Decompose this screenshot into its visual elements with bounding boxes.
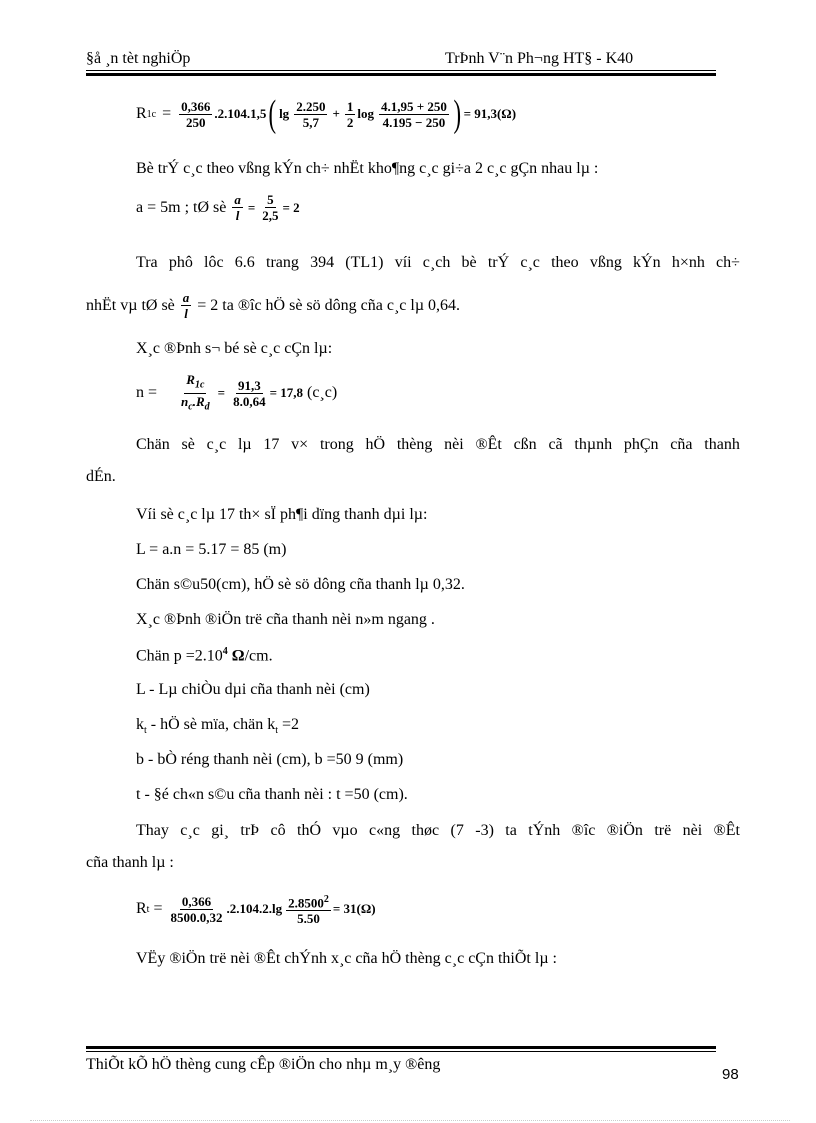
word: ®Êt <box>713 822 740 839</box>
word: theo <box>551 254 579 271</box>
header-left: §å ¸n tèt nghiÖp <box>86 50 191 67</box>
equation-n: n = $\frac{R_{1c}}{n_c.R_d}$ = $\frac{91,3}{8.0,64}$ = 17,8 (c¸c) <box>136 372 338 413</box>
word: hÖ <box>365 436 386 453</box>
word: c¸c <box>180 822 200 839</box>
word: vµo <box>332 822 358 839</box>
word: c¸ch <box>422 254 451 271</box>
word: lµ <box>237 436 252 453</box>
header-rule-thin <box>86 70 716 71</box>
paragraph-preliminary: X¸c ®Þnh s¬ bé sè c¸c cÇn lµ: <box>136 340 333 357</box>
header-right: TrÞnh V¨n Ph¬ng HT§ - K40 <box>445 50 634 67</box>
definition-L: L - Lµ chiÒu dµi cña thanh nèi (cm) <box>136 681 370 698</box>
word: thanh <box>704 436 740 453</box>
word: gi¸ <box>211 822 229 839</box>
word: thøc <box>411 822 440 839</box>
word: kÝn <box>633 254 661 271</box>
word: thÓ <box>297 822 321 839</box>
word: trÝ <box>487 254 510 271</box>
word: vßng <box>589 254 622 271</box>
page-bottom-dotted-line <box>30 1120 790 1121</box>
paragraph-conclusion: VËy ®iÖn trë nèi ®Êt chÝnh x¸c cña hÖ thèng c¸c cÇn thiÕt lµ : <box>136 950 557 967</box>
word: ®îc <box>571 822 596 839</box>
word: trÞ <box>240 822 260 839</box>
word: Tra <box>136 254 158 271</box>
paragraph-choose-line2: dÉn. <box>86 468 116 485</box>
word: c¸c <box>520 254 540 271</box>
equation-rt: R t = $\frac{0,366}{8500.0,32}$ .2.10 4 .2.lg $\frac{2.8500^2}{5.50}$ = 31(Ω) <box>136 893 376 927</box>
word: ta <box>505 822 517 839</box>
paragraph-substitute-line1 <box>136 822 740 840</box>
word: cô <box>270 822 286 839</box>
word: nèi <box>682 822 703 839</box>
equation-r1c: R 1c = $\frac{0,366}{250}$ .2.10 4 .1,5 ( lg $\frac{2.250}{5,7}$ + $\frac{1}{2}$ log $\frac{4.1,95 + 250}{4.195 - 250}$ ) = 91,3(Ω) <box>136 93 517 135</box>
paragraph-bar-resistance: X¸c ®Þnh ®iÖn trë cña thanh nèi n»m ngang . <box>136 611 435 628</box>
word: bè <box>461 254 477 271</box>
word: (7 <box>450 822 464 839</box>
paragraph-pile-layout: Bè trÝ c¸c theo vßng kÝn ch÷ nhËt kho¶ng c¸c gi÷a 2 c¸c gÇn nhau lµ : <box>136 160 599 177</box>
paragraph-resistivity: Chän $p =2.10^4$ Ω/cm. <box>136 646 273 665</box>
paragraph-lookup-line1 <box>136 254 740 272</box>
word: Chän <box>136 436 170 453</box>
word: tÝnh <box>528 822 561 839</box>
word: víi <box>394 254 412 271</box>
definition-t: t - §é ch«n s©u cña thanh nèi : t =50 (cm). <box>136 786 408 803</box>
word: ch÷ <box>716 254 740 271</box>
word: c«ng <box>369 822 401 839</box>
equation-length: L = a.n = 5.17 = 85 (m) <box>136 541 287 558</box>
footer-rule-thin <box>86 1051 716 1052</box>
definition-b: b - bÒ réng thanh nèi (cm), b =50 9 (mm) <box>136 751 404 768</box>
word: 17 <box>263 436 280 453</box>
word: cã <box>548 436 563 453</box>
word: sè <box>181 436 195 453</box>
word: trë <box>654 822 672 839</box>
word: 394 <box>310 254 335 271</box>
word: cßn <box>513 436 537 453</box>
definition-kt: $k_t$ - hÖ sè mïa, chän $k_t =2$ <box>136 716 299 737</box>
word: cña <box>670 436 693 453</box>
footer-text: ThiÕt kÕ hÖ thèng cung cÊp ®iÖn cho nhµ m¸y ®êng <box>86 1056 441 1073</box>
word: ®Êt <box>475 436 502 453</box>
paragraph-lookup-line2: nhËt vµ tØ sè $\frac{a}{l}$ = 2 ta ®îc hÖ sè sö dông cña c¸c lµ 0,64. <box>86 290 461 321</box>
word: (TL1) <box>345 254 384 271</box>
word: lôc <box>204 254 224 271</box>
equation-ratio: a = 5m ; tØ sè $\frac{a}{l}$ = $\frac{5}{2,5}$ = 2 <box>136 192 300 223</box>
word: v× <box>291 436 309 453</box>
word: h×nh <box>671 254 705 271</box>
paragraph-substitute-line2: cña thanh lµ : <box>86 854 174 871</box>
paragraph-choose-line1 <box>136 436 740 454</box>
header-rule-thick <box>86 73 716 76</box>
footer-rule-thick <box>86 1046 716 1049</box>
word: phÇn <box>623 436 659 453</box>
word: -3) <box>475 822 494 839</box>
word: nèi <box>444 436 464 453</box>
page-number: 98 <box>722 1066 739 1083</box>
word: ®iÖn <box>606 822 643 839</box>
word: thµnh <box>574 436 613 453</box>
word: trang <box>266 254 299 271</box>
word: phô <box>168 254 193 271</box>
paragraph-depth: Chän s©u50(cm), hÖ sè sö dông cña thanh lµ 0,32. <box>136 576 465 593</box>
word: 6.6 <box>234 254 255 271</box>
word: trong <box>319 436 354 453</box>
word: Thay <box>136 822 169 839</box>
paragraph-bar-length: Víi sè c¸c lµ 17 th× sÏ ph¶i dïng thanh dµi lµ: <box>136 506 428 523</box>
word: thèng <box>396 436 433 453</box>
word: c¸c <box>206 436 227 453</box>
